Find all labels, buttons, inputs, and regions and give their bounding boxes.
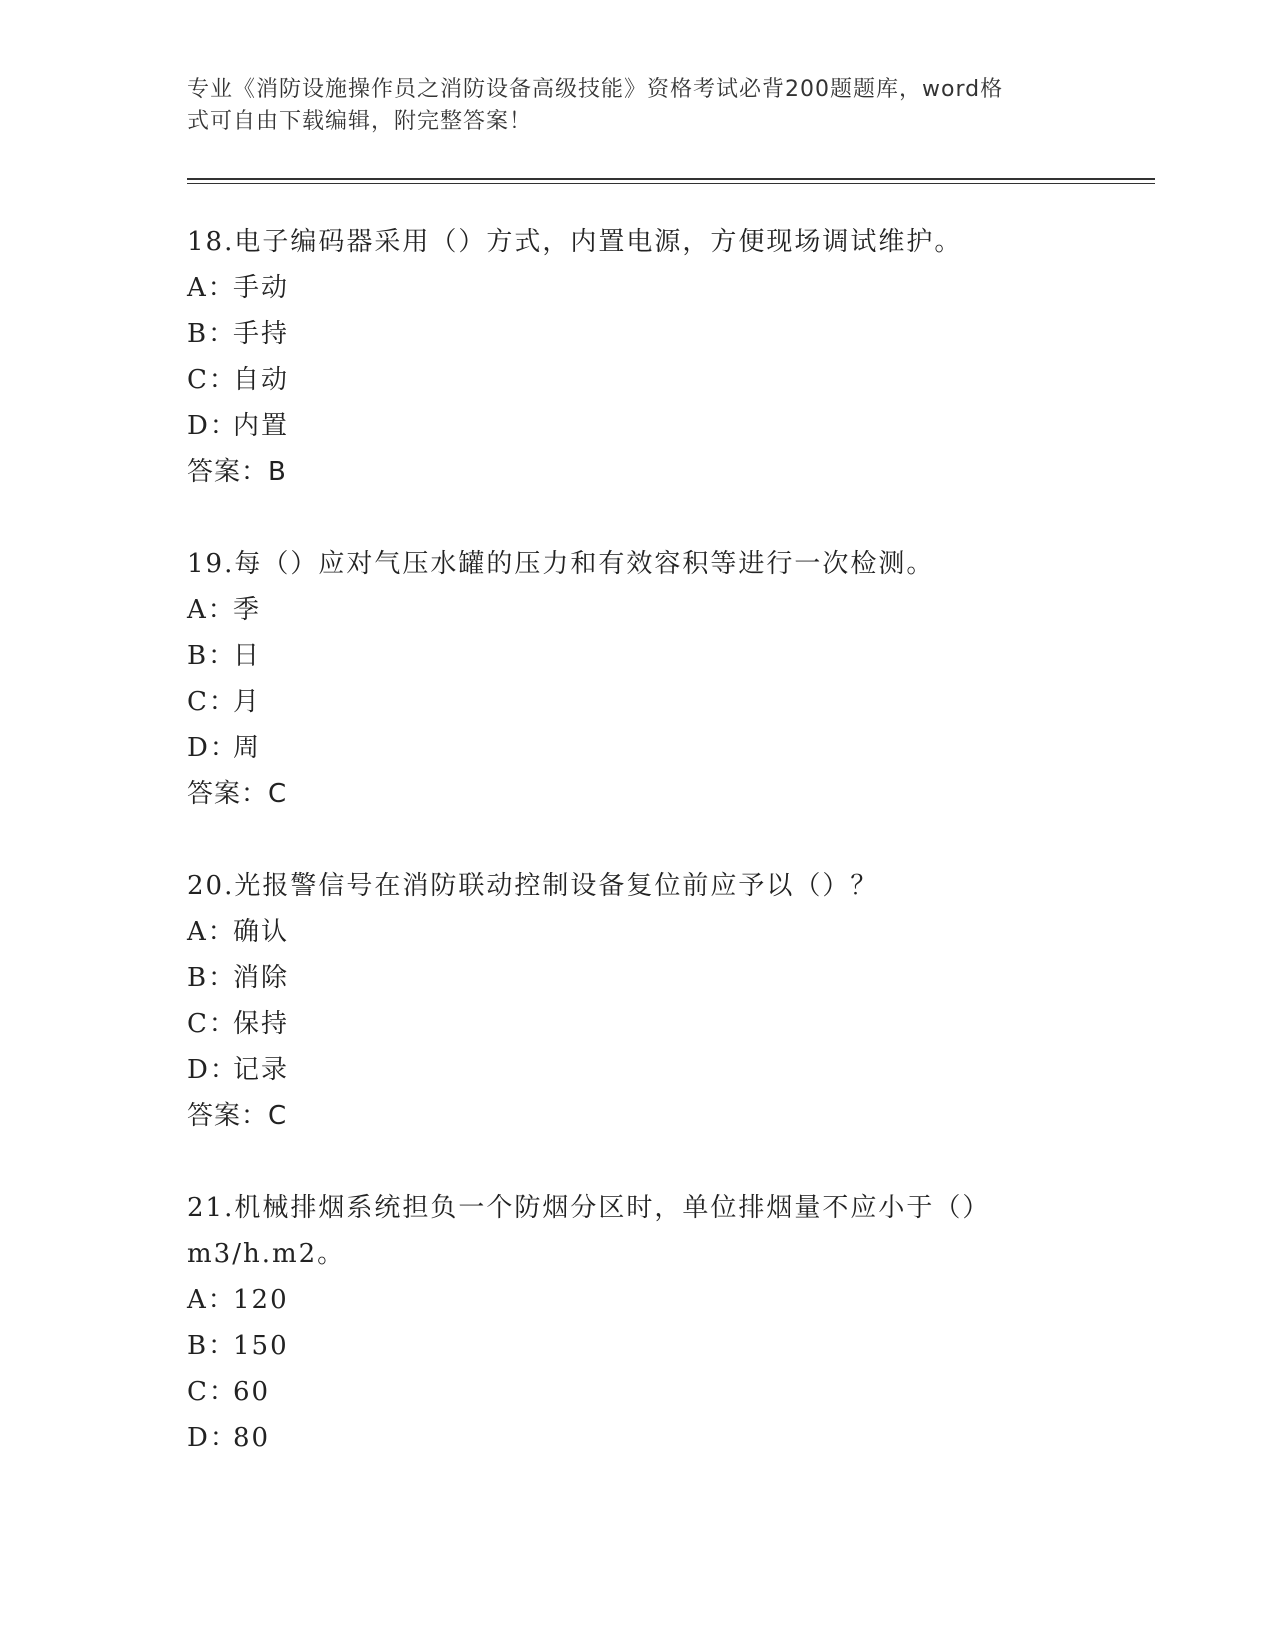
option-text: 手动 xyxy=(233,273,290,303)
answer-label: 答案：B xyxy=(187,457,287,487)
question-stem-line-2: m3/h.m2。 xyxy=(187,1239,346,1269)
option-text: 保持 xyxy=(233,1009,290,1039)
option-text: 确认 xyxy=(233,917,290,947)
option-letter: B： xyxy=(187,1331,237,1361)
option-letter: A： xyxy=(187,595,236,625)
option-d xyxy=(187,403,962,449)
option-a xyxy=(187,1277,990,1323)
question-19 xyxy=(187,541,934,817)
document-header xyxy=(187,74,1067,138)
option-c xyxy=(187,1369,990,1415)
option-text: 季 xyxy=(233,595,262,625)
option-text: 周 xyxy=(233,733,262,763)
option-letter: B： xyxy=(187,319,237,349)
option-letter: D： xyxy=(187,411,238,441)
option-d xyxy=(187,1415,990,1461)
header-line-2: 式可自由下载编辑，附完整答案！ xyxy=(187,109,533,134)
header-divider xyxy=(187,178,1155,180)
question-stem-line-1: 21.机械排烟系统担负一个防烟分区时，单位排烟量不应小于（） xyxy=(187,1193,991,1223)
question-21 xyxy=(187,1185,990,1461)
header-line-1: 专业《消防设施操作员之消防设备高级技能》资格考试必背200题题库，word格 xyxy=(187,77,1004,102)
option-c xyxy=(187,1001,878,1047)
answer-label: 答案：C xyxy=(187,1101,288,1131)
question-20 xyxy=(187,863,878,1139)
option-letter: A： xyxy=(187,1285,236,1315)
option-letter: D： xyxy=(187,1423,238,1453)
option-text: 内置 xyxy=(233,411,290,441)
option-letter: A： xyxy=(187,917,236,947)
option-d xyxy=(187,1047,878,1093)
option-text: 80 xyxy=(233,1423,271,1453)
option-b xyxy=(187,633,934,679)
option-letter: D： xyxy=(187,1055,238,1085)
option-letter: C： xyxy=(187,365,237,395)
option-letter: C： xyxy=(187,687,237,717)
option-b xyxy=(187,311,962,357)
option-text: 消除 xyxy=(233,963,290,993)
option-c xyxy=(187,357,962,403)
option-letter: A： xyxy=(187,273,236,303)
option-text: 月 xyxy=(233,687,262,717)
question-stem: 18.电子编码器采用（）方式，内置电源，方便现场调试维护。 xyxy=(187,227,963,257)
option-letter: B： xyxy=(187,641,237,671)
option-b xyxy=(187,955,878,1001)
question-18 xyxy=(187,219,962,495)
option-a xyxy=(187,265,962,311)
option-text: 自动 xyxy=(233,365,290,395)
option-a xyxy=(187,909,878,955)
option-a xyxy=(187,587,934,633)
option-text: 记录 xyxy=(233,1055,290,1085)
option-letter: C： xyxy=(187,1009,237,1039)
answer-label: 答案：C xyxy=(187,779,288,809)
option-text: 手持 xyxy=(233,319,290,349)
header-divider-thin xyxy=(187,183,1155,184)
option-b xyxy=(187,1323,990,1369)
option-d xyxy=(187,725,934,771)
option-text: 150 xyxy=(233,1331,289,1361)
option-letter: C： xyxy=(187,1377,237,1407)
option-text: 120 xyxy=(233,1285,289,1315)
option-text: 60 xyxy=(233,1377,271,1407)
option-letter: D： xyxy=(187,733,238,763)
question-stem: 19.每（）应对气压水罐的压力和有效容积等进行一次检测。 xyxy=(187,549,935,579)
option-c xyxy=(187,679,934,725)
option-text: 日 xyxy=(233,641,262,671)
question-stem: 20.光报警信号在消防联动控制设备复位前应予以（）？ xyxy=(187,871,879,901)
option-letter: B： xyxy=(187,963,237,993)
